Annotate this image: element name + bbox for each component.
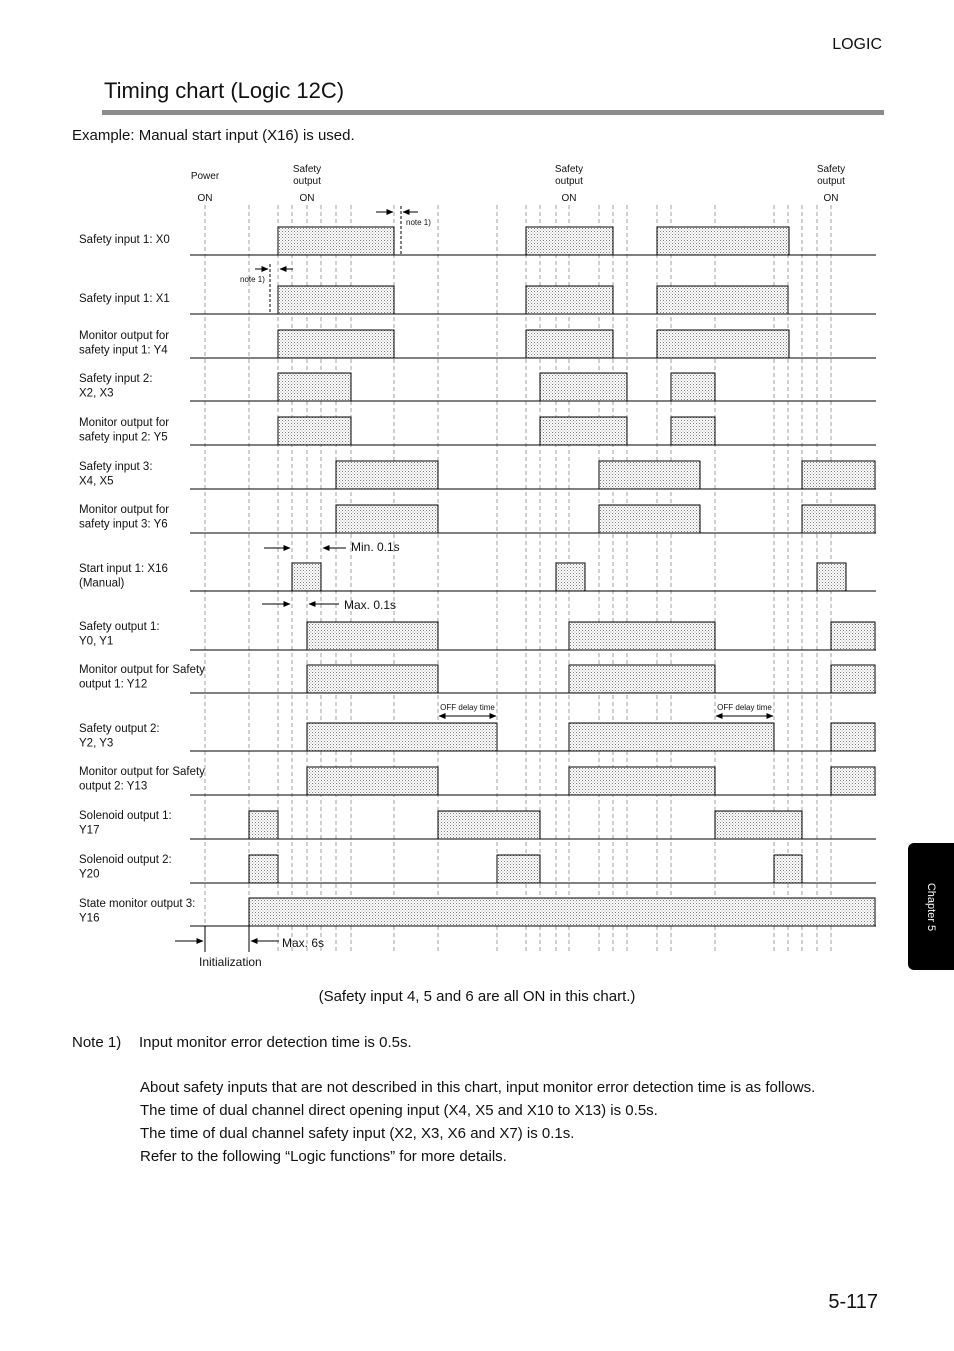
signal-pulse (249, 811, 278, 839)
chapter-tab[interactable] (908, 843, 954, 970)
top-label: Power (190, 171, 220, 182)
signal-pulse (671, 373, 715, 401)
note-line: About safety inputs that are not described in this chart, input monitor error detection time is as follows. (140, 1079, 816, 1096)
top-label-state: ON (561, 193, 577, 204)
section-label: LOGIC (832, 36, 882, 53)
signal-pulse (278, 417, 351, 445)
top-label-state: ON (197, 193, 213, 204)
signal-pulse (802, 505, 875, 533)
signal-pulse (292, 563, 321, 591)
signal-label: Y20 (79, 868, 100, 881)
signal-pulse (278, 286, 394, 314)
signal-label: Start input 1: X16 (79, 563, 168, 575)
signal-label: safety input 1: Y4 (79, 344, 168, 357)
signal-label: (Manual) (79, 577, 125, 590)
signal-pulse (657, 227, 789, 255)
page-title: Timing chart (Logic 12C) (104, 78, 345, 103)
init-annotation: Initialization (199, 955, 262, 969)
signal-pulse (526, 227, 613, 255)
signal-label: Safety input 2: (79, 373, 153, 385)
signal-pulse (831, 665, 875, 693)
chart-note: (Safety input 4, 5 and 6 are all ON in this chart.) (318, 988, 636, 1005)
signal-pulse (569, 723, 774, 751)
signal-pulse (831, 767, 875, 795)
signal-pulse (774, 855, 802, 883)
signal-label: Monitor output for (79, 417, 170, 429)
signal-pulse (438, 811, 540, 839)
signal-pulse (569, 622, 715, 650)
signal-label: Y0, Y1 (79, 635, 114, 648)
signal-label: Safety output 2: (79, 723, 160, 735)
signal-pulse (556, 563, 585, 591)
signal-label: output 2: Y13 (79, 780, 148, 793)
signal-label: Y16 (79, 912, 100, 925)
note-label: Note 1) (72, 1034, 122, 1051)
signal-pulse (831, 622, 875, 650)
signal-pulse (802, 461, 875, 489)
signal-pulse (657, 286, 788, 314)
example-text: Example: Manual start input (X16) is used. (72, 127, 355, 144)
top-label-state: ON (823, 193, 839, 204)
top-label-state: ON (299, 193, 315, 204)
top-labels (191, 164, 845, 204)
signal-pulse (671, 417, 715, 445)
signal-pulse (817, 563, 846, 591)
signal-pulse (715, 811, 802, 839)
top-label: Safety (292, 164, 322, 175)
signal-pulse (599, 505, 700, 533)
signal-label: Monitor output for Safety (79, 766, 205, 778)
note-annotation: note 1) (240, 275, 265, 284)
signal-label: Y17 (79, 824, 100, 837)
signal-pulse (307, 767, 438, 795)
signal-label: Monitor output for Safety (79, 664, 205, 676)
top-label: output (817, 176, 845, 187)
signal-pulse (657, 330, 789, 358)
signal-pulse (831, 723, 875, 751)
signal-pulse (497, 855, 540, 883)
top-label: Safety (816, 164, 846, 175)
signal-pulse (336, 505, 438, 533)
signal-label: Safety input 1: X1 (79, 293, 170, 305)
signal-pulse (278, 227, 394, 255)
signal-pulse (569, 767, 715, 795)
note-line: The time of dual channel direct opening input (X4, X5 and X10 to X13) is 0.5s. (140, 1102, 658, 1119)
min-annotation: Min. 0.1s (351, 540, 400, 554)
signal-pulse (540, 417, 627, 445)
signal-label: Solenoid output 2: (79, 854, 172, 866)
signal-pulse (249, 855, 278, 883)
note-text: Input monitor error detection time is 0.5s. (139, 1034, 412, 1051)
signal-label: safety input 2: Y5 (79, 431, 168, 444)
signal-pulse (569, 665, 715, 693)
signal-pulse (307, 665, 438, 693)
signal-pulse (307, 622, 438, 650)
signal-label: Monitor output for (79, 504, 170, 516)
max-6s-annotation: Max. 6s (282, 936, 325, 950)
signal-pulse (249, 898, 875, 926)
signal-label: output 1: Y12 (79, 678, 148, 691)
off-delay-label: OFF delay time (717, 703, 772, 712)
top-label: output (293, 176, 321, 187)
chapter-tab-label: Chapter 5 (925, 882, 937, 931)
signal-rows (79, 227, 876, 926)
signal-label: X2, X3 (79, 387, 114, 400)
signal-pulse (278, 373, 351, 401)
signal-label: State monitor output 3: (79, 898, 196, 910)
signal-label: Safety input 3: (79, 461, 153, 473)
signal-pulse (540, 373, 627, 401)
signal-pulse (336, 461, 438, 489)
signal-pulse (526, 286, 613, 314)
signal-label: Y2, Y3 (79, 737, 114, 750)
signal-label: Safety input 1: X0 (79, 234, 170, 246)
signal-label: Monitor output for (79, 330, 170, 342)
signal-label: Solenoid output 1: (79, 810, 172, 822)
top-label: output (555, 176, 583, 187)
top-label: Safety (554, 164, 584, 175)
page-number: 5-117 (828, 1291, 878, 1313)
note-line: Refer to the following “Logic functions” for more details. (140, 1148, 507, 1165)
signal-pulse (307, 723, 497, 751)
max-annotation: Max. 0.1s (344, 598, 397, 612)
note-line: The time of dual channel safety input (X2, X3, X6 and X7) is 0.1s. (140, 1125, 575, 1142)
signal-label: X4, X5 (79, 475, 114, 488)
signal-pulse (526, 330, 613, 358)
signal-label: Safety output 1: (79, 621, 160, 633)
signal-pulse (599, 461, 700, 489)
signal-pulse (278, 330, 394, 358)
note-annotation: note 1) (406, 218, 431, 227)
off-delay-label: OFF delay time (440, 703, 495, 712)
signal-label: safety input 3: Y6 (79, 518, 168, 531)
